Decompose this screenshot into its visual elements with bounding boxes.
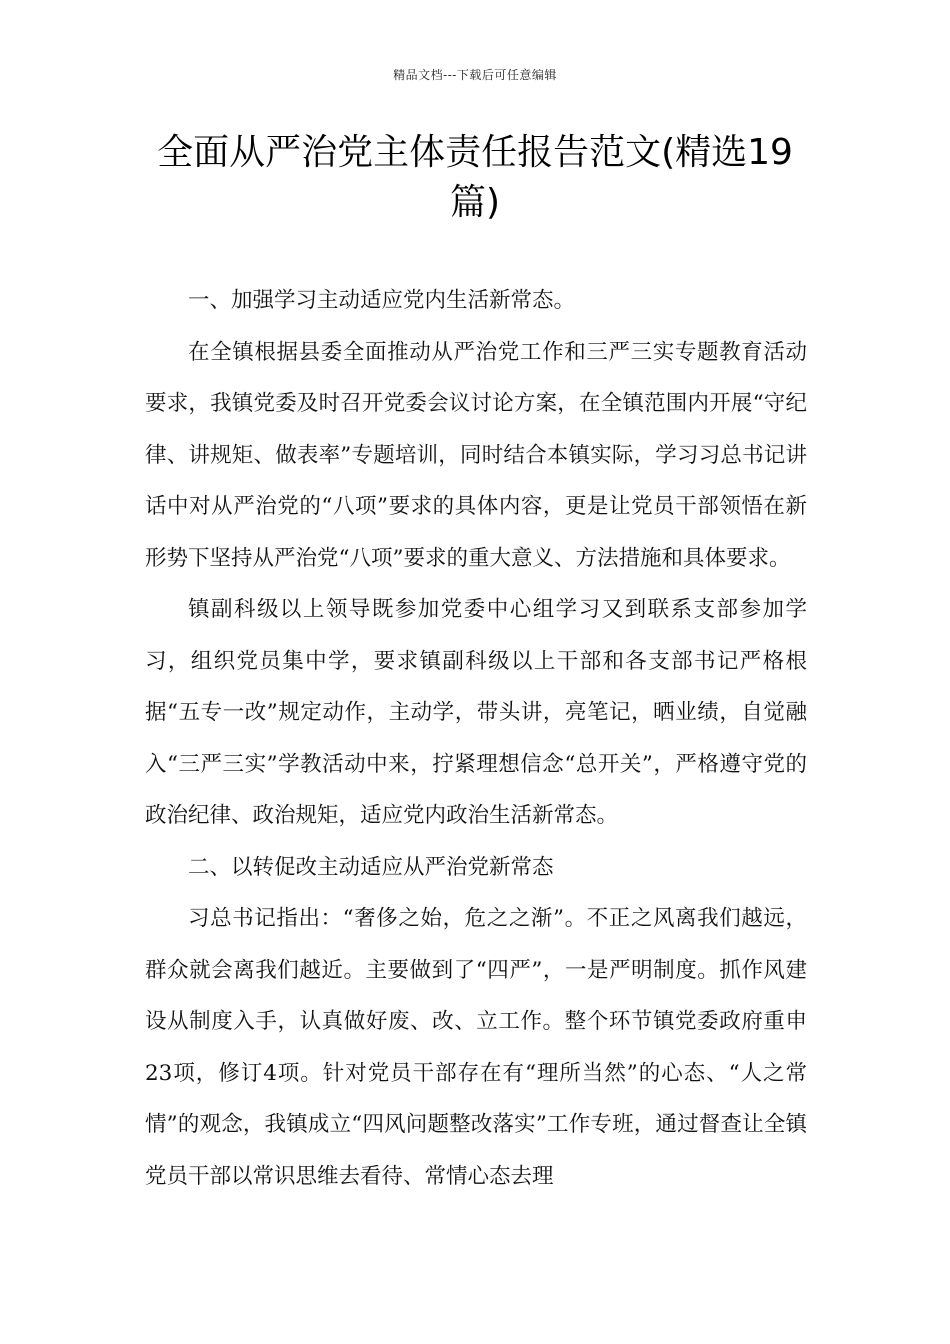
body-paragraph: 习总书记指出：“奢侈之始，危之之渐”。不正之风离我们越远，群众就会离我们越近。主要做到了“四严”，一是严明制度。抓作风建设从制度入手，认真做好废、改、立工作。整个环节镇党委政府重申23项，修订4项。针对党员干部存在有“理所当然”的心态、“人之常情”的观念，我镇成立“四风问题整改落实”工作专班，通过督查让全镇党员干部以常识思维去看待、常情心态去理 xyxy=(145,906,807,1189)
document-body xyxy=(145,275,807,1202)
document-title: 全面从严治党主体责任报告范文(精选19篇) xyxy=(157,132,793,223)
header-note: 精品文档---下载后可任意编辑 xyxy=(393,68,557,82)
section-heading-2: 二、以转促改主动适应从严治党新常态 xyxy=(188,854,554,880)
body-paragraph: 镇副科级以上领导既参加党委中心组学习又到联系支部参加学习，组织党员集中学，要求镇副科级以上干部和各支部书记严格根据“五专一改”规定动作，主动学，带头讲，亮笔记，晒业绩，自觉融入“三严三实”学教活动中来，拧紧理想信念“总开关”，严格遵守党的政治纪律、政治规矩，适应党内政治生活新常态。 xyxy=(145,597,807,828)
section-heading-1: 一、加强学习主动适应党内生活新常态。 xyxy=(188,288,576,313)
body-paragraph: 在全镇根据县委全面推动从严治党工作和三严三实专题教育活动要求，我镇党委及时召开党委会议讨论方案，在全镇范围内开展“守纪律、讲规矩、做表率”专题培训，同时结合本镇实际，学习习总书记讲话中对从严治党的“八项”要求的具体内容，更是让党员干部领悟在新形势下坚持从严治党“八项”要求的重大意义、方法措施和具体要求。 xyxy=(145,339,807,571)
